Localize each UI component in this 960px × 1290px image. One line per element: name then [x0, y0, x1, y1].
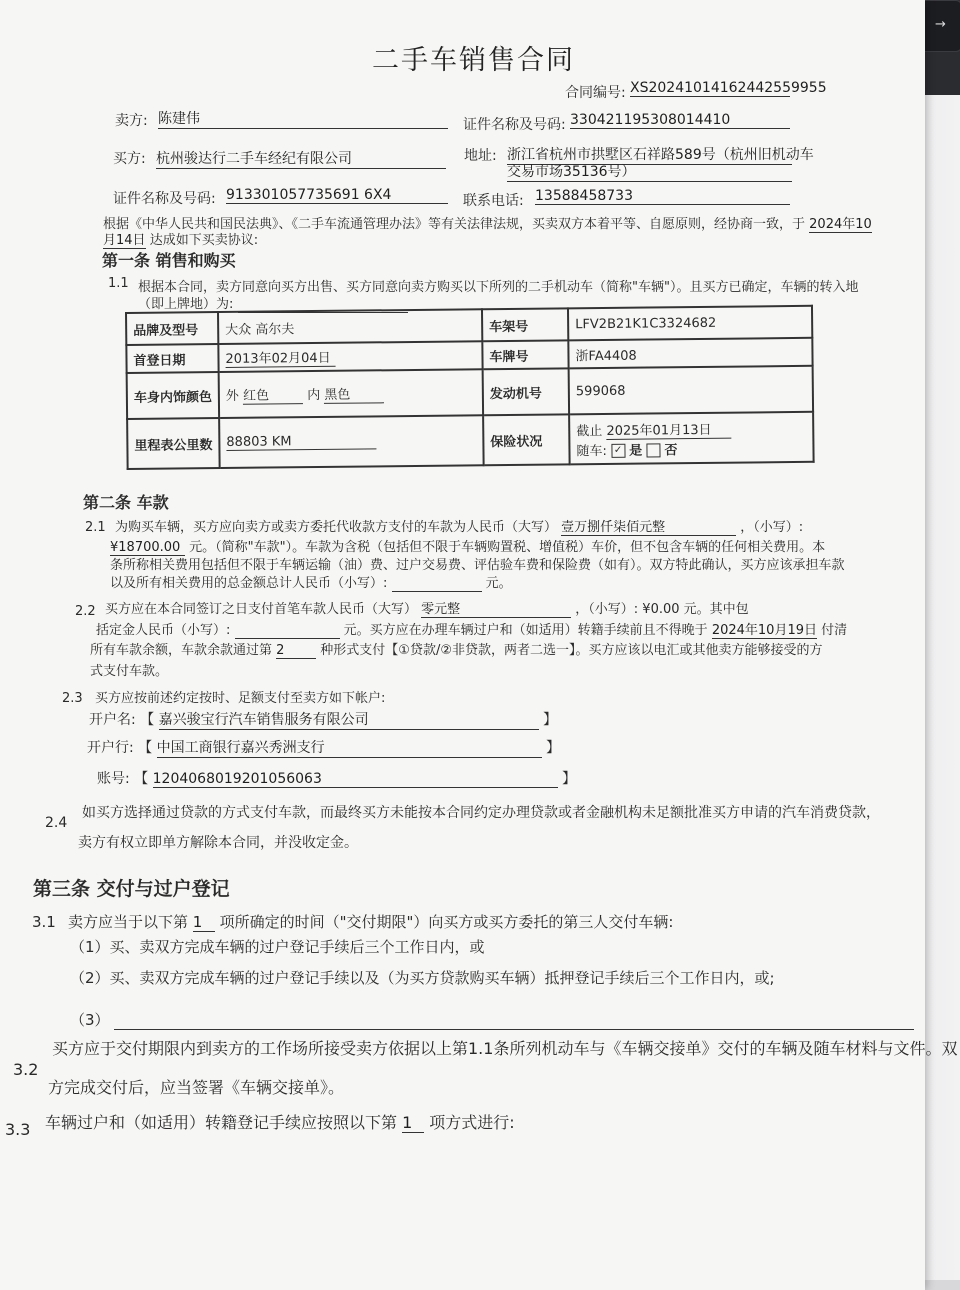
brand-value: 大众 高尔夫 — [218, 309, 482, 344]
p21-line1 — [115, 516, 803, 536]
p32-line1: 买方应于交付期限内到卖方的工作场所接受卖方依据以上第1.1条所列机动车与《车辆交接单》交付的车辆及随车材料与文件。双 — [52, 1039, 958, 1058]
first-reg-cell — [218, 341, 482, 372]
bank-name-row — [89, 709, 557, 730]
p22-line1 — [105, 598, 749, 618]
intro-line1: 根据《中华人民共和国民法典》、《二手车流通管理办法》等有关法律法规，买卖双方本着平等、自愿原则，经协商一致，于 — [103, 217, 806, 232]
p31-opt2: （2）买、卖双方完成车辆的过户登记手续以及（为买方贷款购买车辆）抵押登记手续后三个工作日内，或; — [70, 969, 775, 987]
seller-name: 陈建伟 — [158, 108, 448, 129]
total-amount-blank — [392, 576, 482, 592]
p21-line4-a: 以及所有相关费用的总金额总计人民币（小写）: — [110, 576, 388, 591]
deposit-blank — [235, 623, 340, 639]
color-label: 车身内饰颜色 — [127, 372, 219, 419]
interior-color: 黑色 — [324, 383, 384, 404]
bank-name-label: 开户名: — [89, 712, 136, 728]
p11-line2-text: （即上牌地）为: — [138, 297, 234, 312]
insurance-until-value: 2025年01月13日 — [606, 418, 731, 439]
p31-opt3 — [70, 1009, 914, 1030]
phone-value: 13588458733 — [535, 188, 790, 205]
intro-line2 — [103, 229, 258, 248]
insurance-until-prefix: 截止 — [576, 423, 603, 439]
p22-line2-b: 元。买方应在办理车辆过户和（如适用）转籍手续前且不得晚于 — [343, 623, 708, 638]
p21-amount-num: ¥18700.00 — [110, 540, 185, 556]
engine-value: 599068 — [569, 366, 813, 415]
exterior-prefix: 外 — [225, 388, 239, 404]
p24-num: 2.4 — [45, 815, 68, 831]
p31-opt1: （1）买、卖双方完成车辆的过户登记手续后三个工作日内，或 — [70, 938, 485, 956]
buyer-id-label: 证件名称及号码: — [113, 191, 216, 207]
vehicle-info-table — [125, 305, 815, 470]
section3-heading: 第三条 交付与过户登记 — [33, 878, 230, 900]
vin-label: 车架号 — [482, 308, 568, 341]
p21-num: 2.1 — [85, 520, 106, 535]
p32-num: 3.2 — [13, 1060, 39, 1079]
plate-value: 浙FA4408 — [568, 338, 812, 369]
seller-id-label: 证件名称及号码: — [463, 117, 566, 133]
seller-id-value: 330421195308014410 — [570, 112, 790, 129]
insurance-until-line — [576, 417, 806, 439]
color-cell — [219, 369, 483, 418]
p31-line1 — [68, 911, 673, 932]
p21-line4 — [110, 572, 512, 592]
p22-line1-a: 买方应在本合同签订之日支付首笔车款人民币（大写） — [105, 602, 418, 617]
exterior-color: 红色 — [243, 384, 303, 405]
p21-line2-rest: 元。（简称"车款"）。车款为含税（包括但不限于车辆购置税、增值税）车价，但不包含车辆的任何相关费用。本 — [189, 540, 826, 555]
p31-choice: 1 — [193, 913, 215, 932]
insurance-label: 保险状况 — [483, 414, 570, 465]
p32-line2: 方完成交付后，应当签署《车辆交接单》。 — [48, 1078, 345, 1097]
first-reg-label: 首登日期 — [126, 344, 218, 373]
p22-line4: 式支付车款。 — [90, 664, 169, 679]
insurance-cell — [569, 412, 814, 465]
p21-line3: 条所称相关费用包括但不限于车辆运输（油）费、过户交易费、评估验车费和保险费（如有）。双方特此确认，买方应该承担车款 — [110, 558, 845, 573]
intro-date-a: 2024年10 — [809, 217, 872, 232]
p22-line3-a: 所有车款余额，车款余款通过第 — [90, 643, 273, 658]
account-value: 1204068019201056063 — [153, 771, 558, 788]
bracket-close: 】 — [562, 771, 577, 787]
p31-num: 3.1 — [32, 913, 56, 931]
intro-line2-rest: 达成如下买卖协议: — [149, 233, 259, 248]
mileage-label: 里程表公里数 — [127, 418, 220, 469]
p22-line3 — [90, 639, 823, 659]
p21-line1-a: 为购买车辆，买方应向卖方或卖方委托代收款方支付的车款为人民币（大写） — [115, 520, 558, 535]
address-line1: 浙江省杭州市拱墅区石祥路589号（杭州旧机动车 — [507, 144, 792, 165]
buyer-label: 买方: — [113, 151, 146, 167]
insurance-no-label: 否 — [664, 442, 678, 458]
p22-num: 2.2 — [75, 604, 96, 619]
address-line2: 交易市场35136号） — [507, 161, 792, 182]
bank-value: 中国工商银行嘉兴秀洲支行 — [157, 737, 542, 758]
p31-line1-b: 项所确定的时间（"交付期限"）向买方或买方委托的第三人交付车辆: — [219, 913, 674, 931]
bank-row — [87, 737, 560, 758]
p22-line2-a: 括定金人民币（小写）: — [96, 623, 231, 638]
table-row — [127, 412, 813, 469]
p21-line2 — [110, 536, 825, 556]
insurance-yes-label: 是 — [629, 443, 643, 459]
p23-line1: 买方应按前述约定按时、足额支付至卖方如下帐户: — [95, 691, 386, 706]
p22-words: 零元整 — [421, 598, 571, 618]
p21-line4-b: 元。 — [485, 576, 512, 591]
contract-no-value: XS20241014162442559955 — [630, 80, 827, 96]
buyer-name: 杭州骏达行二手车经纪有限公司 — [156, 148, 446, 169]
table-row — [127, 366, 813, 419]
p22-line3-b: 种形式支付【①贷款/②非贷款，两者二选一】。买方应该以电汇或其他卖方能够接受的方 — [320, 643, 823, 658]
p31-opt3-blank — [114, 1011, 914, 1030]
bracket-open: 【 — [140, 712, 155, 728]
mileage-value: 88803 KM — [226, 433, 376, 451]
bank-name-value: 嘉兴骏宝行汽车销售服务有限公司 — [159, 709, 539, 730]
bracket-close: 】 — [543, 712, 558, 728]
p21-amount-words: 壹万捌仟柒佰元整 — [561, 516, 736, 536]
bracket-close: 】 — [546, 740, 561, 756]
p22-method: 2 — [276, 643, 316, 659]
p22-line2 — [96, 619, 847, 639]
p21-line1-b: ，（小写）: — [740, 520, 804, 535]
p33-line1 — [45, 1110, 515, 1133]
interior-prefix: 内 — [307, 387, 321, 404]
p24-line2: 卖方有权立即单方解除本合同，并没收定金。 — [78, 835, 358, 851]
buyer-id-value: 913301057735691 6X4 — [226, 187, 448, 204]
mileage-cell — [219, 415, 484, 468]
insurance-no-checkbox — [646, 443, 660, 457]
p31-line1-a: 卖方应当于以下第 — [68, 913, 189, 931]
account-row — [97, 768, 576, 788]
p22-deadline: 2024年10月19日 — [712, 619, 817, 639]
brand-label: 品牌及型号 — [126, 312, 218, 345]
insurance-carry-label: 随车: — [576, 443, 607, 459]
p33-line1-b: 项方式进行: — [429, 1113, 515, 1132]
arrow-right-icon: → — [935, 17, 946, 32]
contract-no-label: 合同编号: — [565, 85, 626, 101]
p33-choice: 1 — [402, 1113, 424, 1133]
bracket-open: 【 — [138, 740, 153, 756]
p31-opt3-text: （3） — [70, 1011, 110, 1029]
p22-line1-b: ，（小写）: ¥0.00 — [575, 602, 680, 617]
plate-label: 车牌号 — [482, 340, 568, 369]
insurance-carry-line — [576, 437, 806, 458]
p24-line1: 如买方选择通过贷款的方式支付车款，而最终买方未能按本合同约定办理贷款或者金融机构未足额批准买方申请的汽车消费贷款， — [82, 805, 880, 821]
first-reg-value: 2013年02月04日 — [225, 347, 335, 368]
contract-title: 二手车销售合同 — [372, 45, 575, 76]
p22-line2-c: 付清 — [821, 623, 848, 638]
p11-line1: 根据本合同，卖方同意向买方出售、买方同意向卖方购买以下所列的二手机动车（简称"车辆"）。且买方已确定，车辆的转入地 — [138, 280, 859, 295]
phone-label: 联系电话: — [463, 193, 524, 209]
insurance-yes-checkbox: ✓ — [611, 444, 625, 458]
engine-label: 发动机号 — [483, 368, 569, 415]
p11-num: 1.1 — [108, 276, 129, 291]
section2-heading: 第二条 车款 — [83, 493, 169, 512]
seller-label: 卖方: — [115, 113, 148, 129]
p33-num: 3.3 — [5, 1120, 31, 1139]
address-label: 地址: — [464, 148, 497, 164]
bracket-open: 【 — [134, 771, 149, 787]
vin-value: LFV2B21K1C3324682 — [568, 306, 812, 341]
bank-label: 开户行: — [87, 740, 134, 756]
p23-num: 2.3 — [62, 691, 83, 706]
p22-line1-c: 元。其中包 — [683, 602, 749, 617]
intro-date-b: 月14日 — [103, 233, 146, 248]
section1-heading: 第一条 销售和购买 — [102, 251, 236, 270]
account-label: 账号: — [97, 771, 130, 787]
p33-line1-a: 车辆过户和（如适用）转籍登记手续应按照以下第 — [45, 1113, 398, 1132]
